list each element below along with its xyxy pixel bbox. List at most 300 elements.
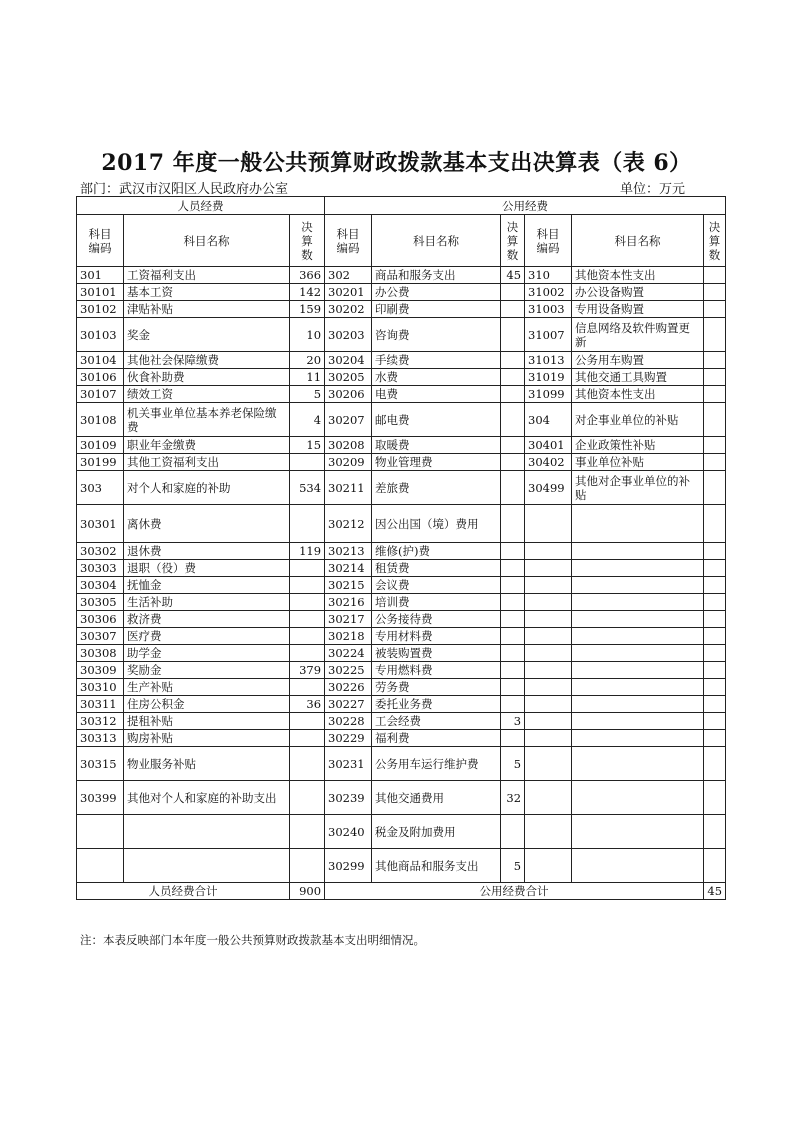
subject-code: 30101 (77, 284, 124, 301)
subject-name: 公务用车购置 (572, 352, 704, 369)
budget-table (76, 196, 726, 900)
subject-code (525, 781, 572, 815)
amount-value (501, 577, 525, 594)
subject-code (525, 679, 572, 696)
subject-name: 津贴补贴 (124, 301, 290, 318)
subject-name: 事业单位补贴 (572, 454, 704, 471)
subject-name: 伙食补助费 (124, 369, 290, 386)
subject-code: 30301 (77, 505, 124, 543)
subject-code: 30305 (77, 594, 124, 611)
amount-value (501, 679, 525, 696)
amount-value (290, 594, 325, 611)
table-row (77, 713, 726, 730)
subject-name: 福利费 (372, 730, 501, 747)
unit-label: 单位：万元 (620, 182, 686, 197)
table-row (77, 454, 726, 471)
subject-code: 31003 (525, 301, 572, 318)
subject-code: 30207 (325, 403, 372, 437)
subject-name: 购房补贴 (124, 730, 290, 747)
subject-name (572, 730, 704, 747)
subject-code (525, 730, 572, 747)
amount-value (290, 730, 325, 747)
amount-value (704, 505, 726, 543)
table-row (77, 369, 726, 386)
amount-value (290, 815, 325, 849)
subject-code: 30231 (325, 747, 372, 781)
amount-header: 决算数 (290, 215, 325, 267)
subject-code: 30104 (77, 352, 124, 369)
public-section-header: 公用经费 (325, 197, 726, 215)
subject-code (525, 713, 572, 730)
subject-code (77, 815, 124, 849)
amount-value: 11 (290, 369, 325, 386)
subject-code: 30212 (325, 505, 372, 543)
subject-name: 职业年金缴费 (124, 437, 290, 454)
subject-name: 其他交通工具购置 (572, 369, 704, 386)
subject-code: 30307 (77, 628, 124, 645)
subject-code: 31007 (525, 318, 572, 352)
table-row (77, 318, 726, 352)
table-row (77, 645, 726, 662)
amount-value: 20 (290, 352, 325, 369)
table-row (77, 471, 726, 505)
subject-name: 对个人和家庭的补助 (124, 471, 290, 505)
name-header: 科目名称 (124, 215, 290, 267)
subject-name (572, 611, 704, 628)
amount-value (501, 505, 525, 543)
subject-code: 30399 (77, 781, 124, 815)
amount-value (704, 713, 726, 730)
subject-name: 物业服务补贴 (124, 747, 290, 781)
subject-code: 30204 (325, 352, 372, 369)
subject-name (572, 577, 704, 594)
subject-code: 30306 (77, 611, 124, 628)
subject-code: 30202 (325, 301, 372, 318)
subject-name: 专用燃料费 (372, 662, 501, 679)
amount-value (501, 471, 525, 505)
subject-code: 30402 (525, 454, 572, 471)
subject-name (124, 849, 290, 883)
subject-code: 30217 (325, 611, 372, 628)
amount-value (704, 815, 726, 849)
subject-code: 30201 (325, 284, 372, 301)
subject-name (572, 849, 704, 883)
amount-value: 159 (290, 301, 325, 318)
personnel-total-label: 人员经费合计 (77, 883, 290, 900)
footnote: 注：本表反映部门本年度一般公共预算财政拨款基本支出明细情况。 (80, 933, 425, 947)
amount-value: 3 (501, 713, 525, 730)
table-row (77, 730, 726, 747)
subject-name: 救济费 (124, 611, 290, 628)
subject-code (525, 662, 572, 679)
subject-name: 对企事业单位的补贴 (572, 403, 704, 437)
subject-code: 30226 (325, 679, 372, 696)
subject-name: 退职（役）费 (124, 560, 290, 577)
subject-name: 其他商品和服务支出 (372, 849, 501, 883)
amount-value: 32 (501, 781, 525, 815)
table-row (77, 696, 726, 713)
subject-name: 商品和服务支出 (372, 267, 501, 284)
amount-value (501, 369, 525, 386)
subject-code: 30203 (325, 318, 372, 352)
amount-value (501, 611, 525, 628)
amount-value (704, 560, 726, 577)
name-header: 科目名称 (572, 215, 704, 267)
amount-value (704, 403, 726, 437)
public-total-label: 公用经费合计 (325, 883, 704, 900)
amount-value (704, 386, 726, 403)
subject-name: 工资福利支出 (124, 267, 290, 284)
table-row (77, 747, 726, 781)
column-header-row (77, 215, 726, 267)
subject-name: 奖励金 (124, 662, 290, 679)
subject-code: 30308 (77, 645, 124, 662)
subject-name: 绩效工资 (124, 386, 290, 403)
subject-name: 税金及附加费用 (372, 815, 501, 849)
subject-code: 304 (525, 403, 572, 437)
subject-name: 电费 (372, 386, 501, 403)
subject-name: 物业管理费 (372, 454, 501, 471)
subject-name (124, 815, 290, 849)
subject-name: 公务接待费 (372, 611, 501, 628)
subject-code: 31013 (525, 352, 572, 369)
amount-value (290, 577, 325, 594)
subject-name: 住房公积金 (124, 696, 290, 713)
subject-name: 医疗费 (124, 628, 290, 645)
subject-name: 委托业务费 (372, 696, 501, 713)
subject-name: 生产补贴 (124, 679, 290, 696)
subject-code: 30208 (325, 437, 372, 454)
table-row (77, 352, 726, 369)
code-header: 科目编码 (525, 215, 572, 267)
subject-code: 30299 (325, 849, 372, 883)
amount-value (501, 662, 525, 679)
section-header-row (77, 197, 726, 215)
subject-name: 差旅费 (372, 471, 501, 505)
subject-name: 企业政策性补贴 (572, 437, 704, 454)
amount-value (290, 454, 325, 471)
subject-name: 抚恤金 (124, 577, 290, 594)
subject-code (77, 849, 124, 883)
subject-name: 其他对个人和家庭的补助支出 (124, 781, 290, 815)
table-row (77, 849, 726, 883)
subject-name (572, 815, 704, 849)
subject-name: 工会经费 (372, 713, 501, 730)
subject-code: 30302 (77, 543, 124, 560)
amount-value (501, 815, 525, 849)
table-row (77, 267, 726, 284)
subject-name: 公务用车运行维护费 (372, 747, 501, 781)
amount-value (704, 543, 726, 560)
subject-name: 机关事业单位基本养老保险缴费 (124, 403, 290, 437)
subject-code: 310 (525, 267, 572, 284)
amount-value: 379 (290, 662, 325, 679)
amount-value: 36 (290, 696, 325, 713)
subject-name: 印刷费 (372, 301, 501, 318)
subject-name: 取暖费 (372, 437, 501, 454)
subject-code: 30225 (325, 662, 372, 679)
subject-code: 30107 (77, 386, 124, 403)
subject-name (572, 747, 704, 781)
subject-code (525, 645, 572, 662)
subject-name: 水费 (372, 369, 501, 386)
amount-value (501, 628, 525, 645)
amount-header: 决算数 (501, 215, 525, 267)
subject-code: 30109 (77, 437, 124, 454)
subject-name: 租赁费 (372, 560, 501, 577)
subject-name: 维修(护)费 (372, 543, 501, 560)
table-row (77, 611, 726, 628)
subject-code: 30304 (77, 577, 124, 594)
amount-value (704, 781, 726, 815)
amount-value (704, 369, 726, 386)
amount-value (704, 318, 726, 352)
totals-row (77, 883, 726, 900)
code-header: 科目编码 (77, 215, 124, 267)
subject-name (572, 696, 704, 713)
subject-name: 培训费 (372, 594, 501, 611)
table-row (77, 594, 726, 611)
subject-name: 基本工资 (124, 284, 290, 301)
subject-code (525, 747, 572, 781)
subject-name (572, 628, 704, 645)
subject-code: 30102 (77, 301, 124, 318)
amount-value (501, 454, 525, 471)
table-row (77, 815, 726, 849)
subject-code: 302 (325, 267, 372, 284)
subject-code: 30228 (325, 713, 372, 730)
amount-value (501, 560, 525, 577)
table-row (77, 505, 726, 543)
subject-code (525, 577, 572, 594)
subject-name (572, 679, 704, 696)
subject-name: 助学金 (124, 645, 290, 662)
amount-value (704, 730, 726, 747)
amount-value (704, 628, 726, 645)
subject-name: 离休费 (124, 505, 290, 543)
amount-value (704, 577, 726, 594)
subject-code: 303 (77, 471, 124, 505)
table-row (77, 577, 726, 594)
subject-code: 31019 (525, 369, 572, 386)
amount-value (704, 352, 726, 369)
subject-code: 30312 (77, 713, 124, 730)
subject-code: 30215 (325, 577, 372, 594)
amount-value (290, 849, 325, 883)
subject-name: 奖金 (124, 318, 290, 352)
amount-value (501, 318, 525, 352)
amount-value (290, 628, 325, 645)
subject-name (572, 560, 704, 577)
subject-code (525, 611, 572, 628)
subject-name: 其他资本性支出 (572, 386, 704, 403)
amount-value (704, 437, 726, 454)
amount-value: 119 (290, 543, 325, 560)
amount-value: 5 (501, 747, 525, 781)
subject-code (525, 543, 572, 560)
subject-code (525, 696, 572, 713)
amount-value (501, 730, 525, 747)
table-row (77, 679, 726, 696)
personnel-total-value: 900 (290, 883, 325, 900)
subject-name (572, 781, 704, 815)
amount-value (501, 386, 525, 403)
amount-value (704, 267, 726, 284)
amount-value: 15 (290, 437, 325, 454)
subject-code: 30229 (325, 730, 372, 747)
subject-code: 30239 (325, 781, 372, 815)
subject-name (572, 713, 704, 730)
subject-name: 生活补助 (124, 594, 290, 611)
subject-code: 30214 (325, 560, 372, 577)
subject-code: 30309 (77, 662, 124, 679)
amount-value: 5 (290, 386, 325, 403)
amount-value (501, 543, 525, 560)
subject-name: 被装购置费 (372, 645, 501, 662)
amount-value (290, 713, 325, 730)
subject-code: 31099 (525, 386, 572, 403)
subject-code: 30499 (525, 471, 572, 505)
amount-value: 4 (290, 403, 325, 437)
amount-value (704, 611, 726, 628)
public-total-value: 45 (704, 883, 726, 900)
department-label: 部门：武汉市汉阳区人民政府办公室 (80, 182, 289, 197)
subject-name: 办公设备购置 (572, 284, 704, 301)
subject-name: 其他资本性支出 (572, 267, 704, 284)
subject-name: 其他交通费用 (372, 781, 501, 815)
subject-code: 30216 (325, 594, 372, 611)
subject-name: 因公出国（境）费用 (372, 505, 501, 543)
subject-code (525, 594, 572, 611)
amount-value (501, 403, 525, 437)
subject-code: 30211 (325, 471, 372, 505)
subject-code: 30218 (325, 628, 372, 645)
subject-code: 30206 (325, 386, 372, 403)
subject-name: 提租补贴 (124, 713, 290, 730)
subject-name: 邮电费 (372, 403, 501, 437)
name-header: 科目名称 (372, 215, 501, 267)
subject-code: 30199 (77, 454, 124, 471)
amount-value (704, 301, 726, 318)
amount-value (704, 696, 726, 713)
table-row (77, 628, 726, 645)
subject-name: 退休费 (124, 543, 290, 560)
amount-value (290, 505, 325, 543)
subject-code: 30224 (325, 645, 372, 662)
subject-name (572, 645, 704, 662)
table-row (77, 284, 726, 301)
subject-code: 30209 (325, 454, 372, 471)
amount-value (501, 696, 525, 713)
subject-code: 30315 (77, 747, 124, 781)
amount-value (704, 662, 726, 679)
table-row (77, 781, 726, 815)
table-row (77, 560, 726, 577)
subject-code: 30106 (77, 369, 124, 386)
subject-name (572, 662, 704, 679)
subject-code (525, 505, 572, 543)
code-header: 科目编码 (325, 215, 372, 267)
subject-code: 30303 (77, 560, 124, 577)
subject-name: 办公费 (372, 284, 501, 301)
amount-value (704, 284, 726, 301)
subject-name: 其他对企事业单位的补贴 (572, 471, 704, 505)
amount-value (290, 781, 325, 815)
subject-code (525, 815, 572, 849)
amount-value (501, 352, 525, 369)
amount-value (704, 679, 726, 696)
amount-value: 45 (501, 267, 525, 284)
subject-code: 30401 (525, 437, 572, 454)
table-row (77, 543, 726, 560)
subject-name: 专用设备购置 (572, 301, 704, 318)
subject-code: 30311 (77, 696, 124, 713)
amount-value (704, 747, 726, 781)
subject-name: 其他工资福利支出 (124, 454, 290, 471)
amount-value (290, 645, 325, 662)
subject-name: 信息网络及软件购置更新 (572, 318, 704, 352)
amount-value: 10 (290, 318, 325, 352)
amount-value: 142 (290, 284, 325, 301)
subject-name (572, 543, 704, 560)
amount-value (290, 679, 325, 696)
amount-value (501, 645, 525, 662)
table-row (77, 386, 726, 403)
subject-code: 30240 (325, 815, 372, 849)
amount-value (290, 560, 325, 577)
subject-name (572, 594, 704, 611)
subject-name: 会议费 (372, 577, 501, 594)
amount-value (704, 454, 726, 471)
subject-name: 专用材料费 (372, 628, 501, 645)
amount-value: 366 (290, 267, 325, 284)
amount-value (501, 301, 525, 318)
subject-code: 31002 (525, 284, 572, 301)
amount-value (290, 747, 325, 781)
amount-value (704, 645, 726, 662)
table-row (77, 437, 726, 454)
subject-code: 30108 (77, 403, 124, 437)
amount-value (501, 284, 525, 301)
subject-code: 30313 (77, 730, 124, 747)
table-row (77, 403, 726, 437)
subject-code (525, 560, 572, 577)
table-row (77, 301, 726, 318)
subject-name: 劳务费 (372, 679, 501, 696)
page-title: 2017 年度一般公共预算财政拨款基本支出决算表（表 6） (101, 150, 692, 176)
subject-code: 301 (77, 267, 124, 284)
subject-code (525, 849, 572, 883)
amount-header: 决算数 (704, 215, 726, 267)
amount-value (501, 594, 525, 611)
subject-name: 咨询费 (372, 318, 501, 352)
subject-name: 其他社会保障缴费 (124, 352, 290, 369)
amount-value (501, 437, 525, 454)
subject-name: 手续费 (372, 352, 501, 369)
personnel-section-header: 人员经费 (77, 197, 325, 215)
amount-value (704, 471, 726, 505)
subject-code: 30227 (325, 696, 372, 713)
subject-code (525, 628, 572, 645)
amount-value (290, 611, 325, 628)
subject-code: 30205 (325, 369, 372, 386)
subject-code: 30103 (77, 318, 124, 352)
subject-code: 30310 (77, 679, 124, 696)
amount-value: 534 (290, 471, 325, 505)
amount-value: 5 (501, 849, 525, 883)
amount-value (704, 849, 726, 883)
amount-value (704, 594, 726, 611)
